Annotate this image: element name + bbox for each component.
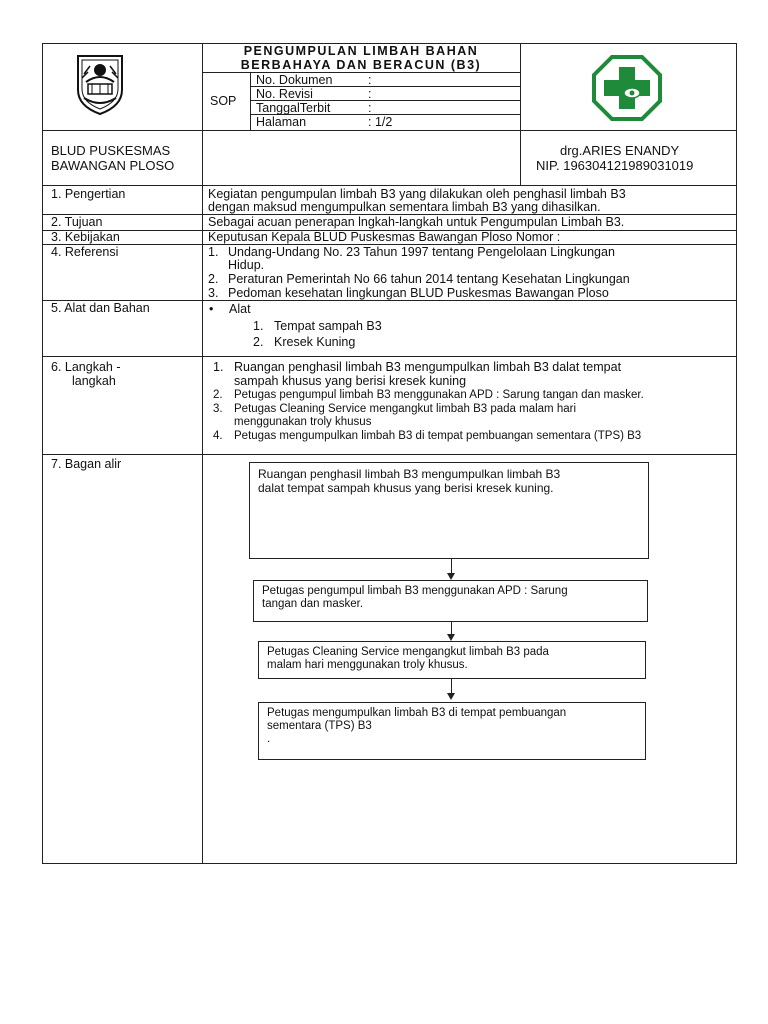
step-text: Ruangan penghasil limbah B3 mengumpulkan limbah B3 dalat tempat	[234, 360, 622, 374]
bullet: •	[209, 302, 214, 316]
alat-item: Tempat sampah B3	[274, 319, 382, 333]
org-name-line-1: BLUD PUSKESMAS	[51, 143, 171, 158]
section-label-pengertian: 1. Pengertian	[51, 187, 126, 201]
step-num: 4.	[213, 430, 223, 442]
table-border-bottom	[42, 863, 737, 864]
docfield-value: : 1/2	[368, 115, 393, 129]
section-label-langkah: 6. Langkah -	[51, 360, 121, 374]
section-label-kebijakan: 3. Kebijakan	[51, 230, 120, 244]
alat-group-label: Alat	[229, 302, 251, 316]
regional-seal-logo	[74, 52, 126, 116]
row-line	[42, 454, 737, 455]
flow-arrow-line	[451, 559, 452, 574]
docfield-value: :	[368, 87, 372, 101]
docfield-value: :	[368, 101, 372, 115]
referensi-num: 3.	[208, 286, 219, 300]
referensi-item: Undang-Undang No. 23 Tahun 1997 tentang Pengelolaan Lingkungan	[228, 245, 615, 259]
docfield-label: Halaman	[256, 115, 307, 129]
flow-text: malam hari menggunakan troly khusus.	[267, 659, 468, 671]
flow-text: sementara (TPS) B3	[267, 720, 372, 732]
org-name-line-2: BAWANGAN PLOSO	[51, 158, 175, 173]
flow-text: Petugas Cleaning Service mengangkut limbah B3 pada	[267, 646, 549, 658]
step-text: Petugas Cleaning Service mengangkut limbah B3 pada malam hari	[234, 403, 577, 415]
flow-text: dalat tempat sampah khusus yang berisi kresek kuning.	[258, 481, 554, 495]
step-text: Petugas pengumpul limbah B3 menggunakan APD : Sarung tangan dan masker.	[234, 389, 644, 401]
section-label-langkah-cont: langkah	[72, 374, 116, 388]
row-line-header	[42, 130, 737, 131]
docfield-divider	[250, 72, 251, 130]
signer-name: drg.ARIES ENANDY	[560, 143, 680, 158]
flowchart-step-1	[249, 462, 649, 559]
flow-arrow-head	[447, 573, 455, 580]
docfield-value: :	[368, 73, 372, 87]
flow-text: Ruangan penghasil limbah B3 mengumpulkan limbah B3	[258, 467, 561, 481]
pengertian-line-2: dengan maksud mengumpulkan sementara limbah B3 yang dihasilkan.	[208, 200, 601, 214]
document-title	[202, 44, 520, 72]
flowchart-step-3	[258, 641, 646, 679]
signer-nip: NIP. 196304121989031019	[536, 158, 694, 173]
step-text: Petugas mengumpulkan limbah B3 di tempat pembuangan sementara (TPS) B3	[234, 430, 642, 442]
title-line-1: PENGUMPULAN LIMBAH BAHAN	[243, 44, 479, 58]
alat-num: 2.	[253, 335, 264, 349]
flow-text: tangan dan masker.	[262, 598, 364, 610]
section-label-referensi: 4. Referensi	[51, 245, 119, 259]
referensi-num: 1.	[208, 245, 219, 259]
section-label-bagan: 7. Bagan alir	[51, 457, 122, 471]
section-label-alat: 5. Alat dan Bahan	[51, 301, 150, 315]
label-column-divider	[202, 185, 203, 864]
flowchart-step-4	[258, 702, 646, 760]
row-line	[42, 356, 737, 357]
referensi-item: Peraturan Pemerintah No 66 tahun 2014 tentang Kesehatan Lingkungan	[228, 272, 630, 286]
docfield-label: No. Revisi	[256, 87, 313, 101]
flow-text: Petugas pengumpul limbah B3 menggunakan APD : Sarung	[262, 585, 568, 597]
puskesmas-logo	[592, 55, 662, 121]
sop-label: SOP	[210, 94, 237, 108]
step-text-cont: menggunakan troly khusus	[234, 416, 372, 428]
docfield-label: No. Dokumen	[256, 73, 333, 87]
referensi-item: Pedoman kesehatan lingkungan BLUD Puskesmas Bawangan Ploso	[228, 286, 609, 300]
row-line-org	[42, 185, 737, 186]
docfield-label: TanggalTerbit	[256, 101, 331, 115]
flow-text: Petugas mengumpulkan limbah B3 di tempat pembuangan	[267, 707, 567, 719]
section-label-tujuan: 2. Tujuan	[51, 215, 103, 229]
flow-text: .	[267, 733, 271, 745]
step-num: 1.	[213, 360, 224, 374]
step-num: 2.	[213, 389, 223, 401]
flow-arrow-head	[447, 634, 455, 641]
kebijakan-text: Keputusan Kepala BLUD Puskesmas Bawangan Ploso Nomor :	[208, 230, 561, 244]
pengertian-line-1: Kegiatan pengumpulan limbah B3 yang dilakukan oleh penghasil limbah B3	[208, 187, 626, 201]
alat-num: 1.	[253, 319, 264, 333]
flowchart-step-2	[253, 580, 648, 622]
step-num: 3.	[213, 403, 223, 415]
referensi-item-cont: Hidup.	[228, 258, 265, 272]
header-divider-right	[520, 43, 521, 185]
title-line-2: BERBAHAYA DAN BERACUN (B3)	[240, 58, 482, 72]
tujuan-text: Sebagai acuan penerapan lngkah-langkah untuk Pengumpulan Limbah B3.	[208, 215, 625, 229]
referensi-num: 2.	[208, 272, 219, 286]
alat-item: Kresek Kuning	[274, 335, 356, 349]
flow-arrow-head	[447, 693, 455, 700]
flow-arrow-line	[451, 679, 452, 694]
step-text-cont: sampah khusus yang berisi kresek kuning	[234, 374, 467, 388]
